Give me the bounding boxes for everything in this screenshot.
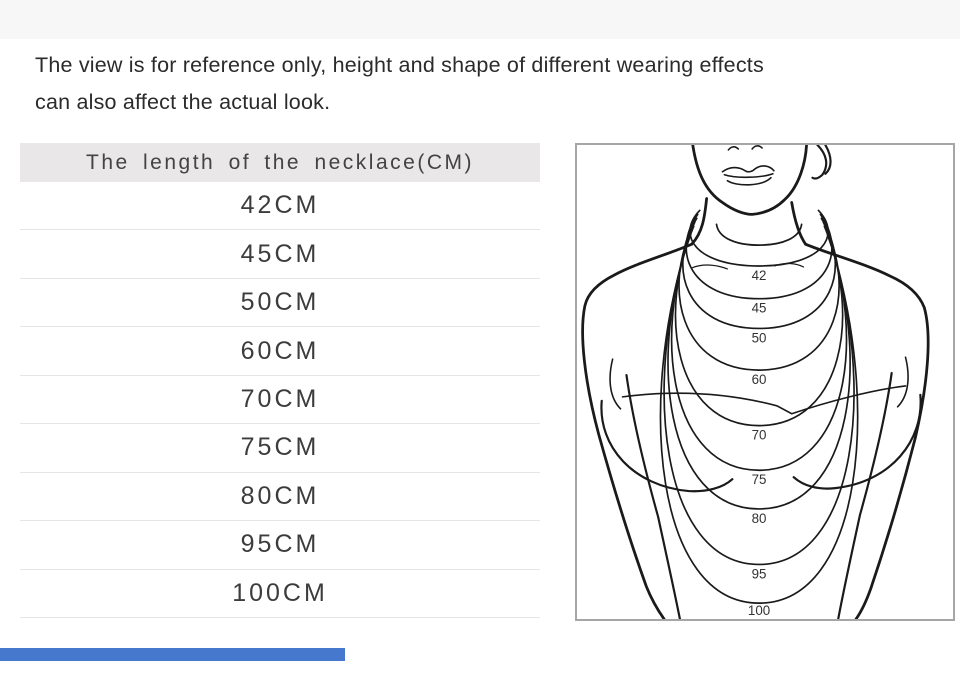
necklace-label-60: 60: [751, 371, 767, 387]
necklace-length-diagram: [577, 145, 953, 619]
reference-note: [35, 47, 935, 121]
necklace-label-95: 95: [751, 566, 767, 582]
table-row: [20, 376, 540, 424]
nostril-left-icon: [728, 147, 738, 150]
collarbone-left: [692, 265, 728, 269]
left-armpit-curve: [610, 359, 620, 409]
choker-arc: [717, 224, 802, 245]
length-value: 60CM: [240, 336, 320, 365]
hair-lock: [812, 145, 826, 179]
bottom-accent-bar: [0, 648, 345, 661]
necklace-arc-70: [675, 226, 842, 425]
upper-lip: [722, 166, 773, 172]
nostril-right-icon: [752, 146, 762, 149]
necklace-arc-100: [660, 242, 857, 603]
length-value: 45CM: [240, 239, 320, 268]
length-value: 100CM: [232, 578, 328, 607]
table-row: [20, 521, 540, 569]
table-row: [20, 424, 540, 472]
necklace-label-45: 45: [751, 300, 767, 316]
table-row: [20, 279, 540, 327]
table-row: [20, 570, 540, 618]
table-row: [20, 473, 540, 521]
necklace-label-42: 42: [751, 267, 767, 283]
jaw-outline: [693, 145, 807, 214]
lower-lip: [727, 178, 771, 185]
length-value: 75CM: [240, 433, 320, 462]
length-value: 50CM: [240, 288, 320, 317]
length-value: 95CM: [240, 530, 320, 559]
necklace-diagram-frame: [575, 143, 955, 621]
table-body: [20, 182, 540, 618]
length-value: 80CM: [240, 481, 320, 510]
necklace-label-70: 70: [751, 427, 767, 443]
necklace-label-100: 100: [747, 603, 771, 619]
table-row: [20, 182, 540, 230]
necklace-label-80: 80: [751, 510, 767, 526]
mouth-line: [724, 174, 772, 178]
necklace-label-75: 75: [751, 472, 767, 488]
reference-note-line2: can also affect the actual look.: [35, 90, 331, 114]
necklace-label-50: 50: [751, 330, 767, 346]
table-header: The length of the necklace(CM): [20, 143, 540, 182]
table-row: [20, 327, 540, 375]
table-row: [20, 230, 540, 278]
reference-note-line1: The view is for reference only, height and shape of different wearing effects: [35, 53, 764, 77]
top-band: [0, 0, 960, 39]
right-armpit-curve: [898, 357, 908, 407]
neck-right: [792, 203, 806, 245]
necklace-arc-42: [690, 210, 828, 266]
length-value: 70CM: [240, 384, 320, 413]
length-value: 42CM: [240, 191, 320, 220]
necklace-length-table: [20, 143, 540, 618]
